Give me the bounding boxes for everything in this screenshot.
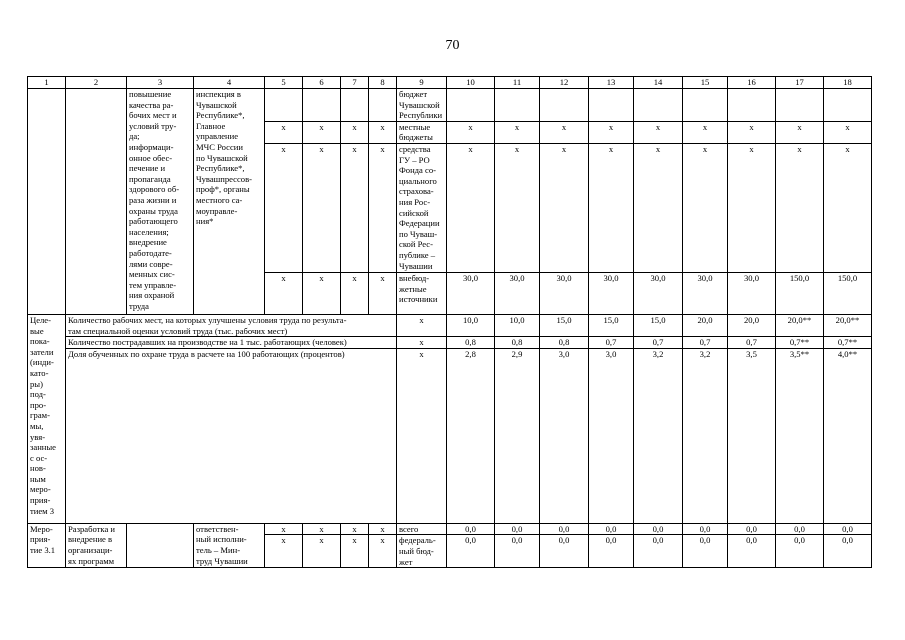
value-cell: 2,9: [495, 348, 540, 523]
marker-cell: x: [397, 348, 447, 523]
header-cell: 1: [28, 77, 66, 89]
funding-source: федераль- ный бюд- жет: [397, 535, 447, 568]
value-cell: x: [589, 143, 634, 272]
marker-cell: x: [265, 535, 303, 568]
indicator-text: Доля обученных по охране труда в расчете на 100 работающих (процентов): [66, 348, 397, 523]
marker-cell: x: [341, 143, 369, 272]
empty-cell: [127, 523, 194, 567]
value-cell: 20,0**: [776, 314, 824, 336]
value-cell: [589, 89, 634, 122]
value-cell: 0,0: [589, 535, 634, 568]
marker-cell: x: [341, 535, 369, 568]
value-cell: 0,0: [447, 535, 495, 568]
value-cell: 30,0: [447, 272, 495, 314]
value-cell: 0,0: [447, 523, 495, 535]
marker-cell: x: [369, 121, 397, 143]
value-cell: x: [540, 143, 589, 272]
value-cell: 0,0: [683, 523, 728, 535]
value-cell: 0,7: [683, 337, 728, 349]
table-row: [28, 337, 872, 349]
value-cell: 2,8: [447, 348, 495, 523]
value-cell: 0,8: [540, 337, 589, 349]
funding-source: бюджет Чувашской Республики: [397, 89, 447, 122]
event-description: Разработка и внедрение в организаци- ях программ: [66, 523, 127, 567]
marker-cell: x: [265, 121, 303, 143]
value-cell: [634, 89, 683, 122]
value-cell: x: [683, 121, 728, 143]
value-cell: 0,0: [683, 535, 728, 568]
value-cell: 20,0: [728, 314, 776, 336]
value-cell: 10,0: [447, 314, 495, 336]
value-cell: x: [728, 121, 776, 143]
header-cell: 11: [495, 77, 540, 89]
funding-source: средства ГУ – РО Фонда со- циального страхова- ния Рос- сийской Федерации по Чуваш- ской Рес- публике – Чувашии: [397, 143, 447, 272]
value-cell: 3,2: [683, 348, 728, 523]
value-cell: [495, 89, 540, 122]
value-cell: x: [634, 121, 683, 143]
marker-cell: x: [369, 143, 397, 272]
marker-cell: x: [265, 143, 303, 272]
value-cell: 0,0: [776, 535, 824, 568]
value-cell: x: [447, 143, 495, 272]
table-row: [28, 348, 872, 523]
target-indicators-label: Целе- вые пока- затели (инди- като- ры) под- про- грам- мы, увя- занные с ос- нов- ным меро- прия- тием 3: [28, 314, 66, 523]
value-cell: 3,5: [728, 348, 776, 523]
value-cell: 0,0: [589, 523, 634, 535]
value-cell: 0,0: [495, 523, 540, 535]
measure-description: повышение качества ра- бочих мест и условий тру- да; информаци- онное обес- печение и пропаганда здорового об- раза жизни и охраны труда работающего населения; внедрение работодате- лями совре- менных сис- тем управле- ния охраной труда: [127, 89, 194, 315]
value-cell: x: [447, 121, 495, 143]
marker-cell: x: [341, 272, 369, 314]
marker-cell: x: [369, 272, 397, 314]
value-cell: x: [824, 121, 872, 143]
marker-cell: x: [303, 523, 341, 535]
value-cell: 0,0: [728, 523, 776, 535]
value-cell: 150,0: [776, 272, 824, 314]
value-cell: 20,0: [683, 314, 728, 336]
value-cell: 30,0: [634, 272, 683, 314]
marker-cell: x: [303, 272, 341, 314]
value-cell: x: [634, 143, 683, 272]
value-cell: 15,0: [634, 314, 683, 336]
header-cell: 16: [728, 77, 776, 89]
value-cell: 0,0: [776, 523, 824, 535]
marker-cell: x: [265, 523, 303, 535]
header-cell: 5: [265, 77, 303, 89]
value-cell: 0,0: [634, 535, 683, 568]
header-cell: 8: [369, 77, 397, 89]
header-cell: 9: [397, 77, 447, 89]
marker-cell: x: [303, 121, 341, 143]
value-cell: x: [540, 121, 589, 143]
marker-cell: x: [369, 523, 397, 535]
value-cell: x: [495, 121, 540, 143]
value-cell: 20,0**: [824, 314, 872, 336]
header-cell: 10: [447, 77, 495, 89]
empty-cell: [66, 89, 127, 315]
value-cell: 0,7: [728, 337, 776, 349]
value-cell: x: [776, 143, 824, 272]
value-cell: 3,0: [540, 348, 589, 523]
empty-cell: [28, 89, 66, 315]
indicator-text: Количество рабочих мест, на которых улучшены условия труда по результа- там специальной оценки условий труда (тыс. рабочих мест): [66, 314, 397, 336]
marker-cell: x: [397, 314, 447, 336]
event-label: Меро- прия- тие 3.1: [28, 523, 66, 567]
value-cell: 0,0: [495, 535, 540, 568]
marker-cell: x: [303, 143, 341, 272]
executors-cell: ответствен- ный исполни- тель – Мин- труд Чувашии: [194, 523, 265, 567]
funding-source: местные бюджеты: [397, 121, 447, 143]
value-cell: 3,5**: [776, 348, 824, 523]
funding-source: всего: [397, 523, 447, 535]
marker-cell: x: [397, 337, 447, 349]
header-cell: 18: [824, 77, 872, 89]
value-cell: [776, 89, 824, 122]
indicator-text: Количество пострадавших на производстве на 1 тыс. работающих (человек): [66, 337, 397, 349]
value-cell: 0,7: [634, 337, 683, 349]
value-cell: 3,2: [634, 348, 683, 523]
marker-cell: x: [265, 272, 303, 314]
empty-cell: [265, 89, 303, 122]
page-number: 70: [445, 38, 460, 53]
marker-cell: x: [303, 535, 341, 568]
value-cell: 30,0: [728, 272, 776, 314]
value-cell: x: [776, 121, 824, 143]
value-cell: 0,8: [447, 337, 495, 349]
marker-cell: x: [341, 523, 369, 535]
value-cell: 15,0: [540, 314, 589, 336]
empty-cell: [369, 89, 397, 122]
table-row: [28, 523, 872, 535]
table-row: [28, 314, 872, 336]
value-cell: 30,0: [495, 272, 540, 314]
header-row: [28, 77, 872, 89]
value-cell: [728, 89, 776, 122]
table-body: [28, 77, 872, 568]
marker-cell: x: [341, 121, 369, 143]
header-cell: 17: [776, 77, 824, 89]
value-cell: 30,0: [589, 272, 634, 314]
value-cell: 0,0: [540, 523, 589, 535]
value-cell: x: [495, 143, 540, 272]
header-cell: 14: [634, 77, 683, 89]
empty-cell: [303, 89, 341, 122]
value-cell: x: [683, 143, 728, 272]
value-cell: 0,7: [589, 337, 634, 349]
header-cell: 6: [303, 77, 341, 89]
value-cell: 150,0: [824, 272, 872, 314]
value-cell: 0,8: [495, 337, 540, 349]
value-cell: [447, 89, 495, 122]
value-cell: x: [824, 143, 872, 272]
value-cell: 0,0: [824, 535, 872, 568]
value-cell: 4,0**: [824, 348, 872, 523]
program-table: [27, 76, 872, 568]
value-cell: 15,0: [589, 314, 634, 336]
value-cell: 10,0: [495, 314, 540, 336]
value-cell: 0,7**: [824, 337, 872, 349]
header-cell: 2: [66, 77, 127, 89]
value-cell: x: [728, 143, 776, 272]
table-row: [28, 89, 872, 122]
value-cell: 0,0: [540, 535, 589, 568]
header-cell: 15: [683, 77, 728, 89]
value-cell: [824, 89, 872, 122]
value-cell: 0,0: [634, 523, 683, 535]
value-cell: [540, 89, 589, 122]
value-cell: [683, 89, 728, 122]
value-cell: 0,0: [728, 535, 776, 568]
header-cell: 13: [589, 77, 634, 89]
value-cell: x: [589, 121, 634, 143]
executors-cell: инспекция в Чувашской Республике*, Главное управление МЧС России по Чувашской Республике*, Чувашпрессов- проф*, органы местного са- моуправле- ния*: [194, 89, 265, 315]
header-cell: 3: [127, 77, 194, 89]
header-cell: 12: [540, 77, 589, 89]
value-cell: 0,0: [824, 523, 872, 535]
value-cell: 0,7**: [776, 337, 824, 349]
header-cell: 7: [341, 77, 369, 89]
empty-cell: [341, 89, 369, 122]
value-cell: 3,0: [589, 348, 634, 523]
value-cell: 30,0: [683, 272, 728, 314]
funding-source: внебюд- жетные источники: [397, 272, 447, 314]
header-cell: 4: [194, 77, 265, 89]
value-cell: 30,0: [540, 272, 589, 314]
marker-cell: x: [369, 535, 397, 568]
